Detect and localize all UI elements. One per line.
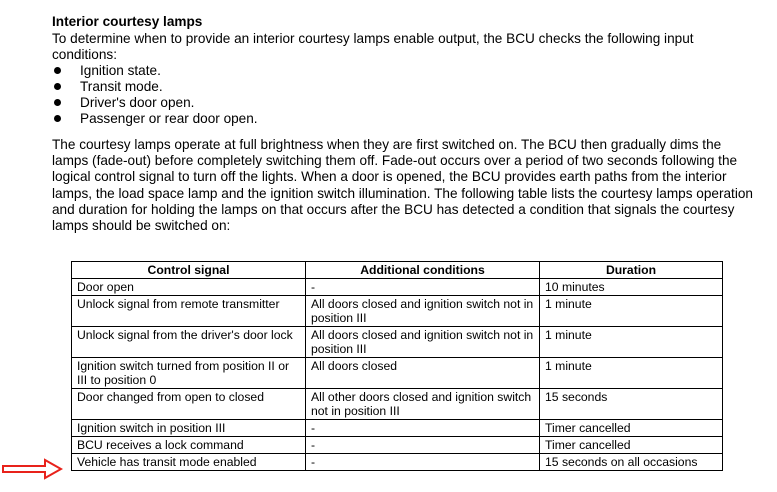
cell-control-signal: Door changed from open to closed xyxy=(72,389,306,420)
table-header-row xyxy=(72,262,723,279)
cell-duration: 15 seconds on all occasions xyxy=(540,454,723,471)
header-duration: Duration xyxy=(540,262,723,279)
list-item: Transit mode. xyxy=(52,79,258,95)
description-paragraph: The courtesy lamps operate at full brightness when they are first switched on. The BCU then gradually dims the lamps (fade-out) before completely switching them off. Fade-out occurs over a period of two seconds following the logical control signal to turn off the lights. When a door is opened, the BCU provides earth paths from the interior lamps, the load space lamp and the ignition switch illumination. The following table lists the courtesy lamps operation and duration for holding the lamps on that occurs after the BCU has detected a condition that signals the courtesy lamps should be switched on: xyxy=(52,137,753,234)
header-control-signal: Control signal xyxy=(72,262,306,279)
cell-duration: 1 minute xyxy=(540,358,723,389)
right-arrow-icon xyxy=(1,458,63,480)
cell-additional-conditions: All doors closed and ignition switch not in position III xyxy=(306,296,540,327)
courtesy-lamps-table xyxy=(71,261,723,471)
cell-duration: 1 minute xyxy=(540,296,723,327)
header-additional-conditions: Additional conditions xyxy=(306,262,540,279)
table-row xyxy=(72,358,723,389)
table-row xyxy=(72,296,723,327)
cell-additional-conditions: - xyxy=(306,437,540,454)
cell-additional-conditions: - xyxy=(306,279,540,296)
cell-control-signal: Unlock signal from the driver's door lock xyxy=(72,327,306,358)
bullet-icon xyxy=(54,83,61,90)
cell-control-signal: BCU receives a lock command xyxy=(72,437,306,454)
input-conditions-list xyxy=(52,63,258,127)
cell-duration: Timer cancelled xyxy=(540,420,723,437)
cell-additional-conditions: - xyxy=(306,454,540,471)
cell-control-signal: Ignition switch turned from position II or III to position 0 xyxy=(72,358,306,389)
table-row xyxy=(72,437,723,454)
table-row xyxy=(72,279,723,296)
cell-duration: 10 minutes xyxy=(540,279,723,296)
list-item: Passenger or rear door open. xyxy=(52,111,258,127)
table-row-highlighted xyxy=(72,454,723,471)
cell-control-signal: Vehicle has transit mode enabled xyxy=(72,454,306,471)
cell-duration: 15 seconds xyxy=(540,389,723,420)
table-row xyxy=(72,327,723,358)
table-row xyxy=(72,389,723,420)
cell-control-signal: Door open xyxy=(72,279,306,296)
cell-additional-conditions: All doors closed and ignition switch not in position III xyxy=(306,327,540,358)
intro-text: To determine when to provide an interior courtesy lamps enable output, the BCU checks the following input conditions: xyxy=(52,31,694,62)
bullet-icon xyxy=(54,67,61,74)
cell-duration: 1 minute xyxy=(540,327,723,358)
list-item: Ignition state. xyxy=(52,63,258,79)
bullet-icon xyxy=(54,115,61,122)
list-item: Driver's door open. xyxy=(52,95,258,111)
section-heading: Interior courtesy lamps xyxy=(52,14,203,29)
bullet-icon xyxy=(54,99,61,106)
cell-control-signal: Ignition switch in position III xyxy=(72,420,306,437)
cell-additional-conditions: - xyxy=(306,420,540,437)
cell-duration: Timer cancelled xyxy=(540,437,723,454)
cell-control-signal: Unlock signal from remote transmitter xyxy=(72,296,306,327)
cell-additional-conditions: All other doors closed and ignition switch not in position III xyxy=(306,389,540,420)
table-row xyxy=(72,420,723,437)
cell-additional-conditions: All doors closed xyxy=(306,358,540,389)
